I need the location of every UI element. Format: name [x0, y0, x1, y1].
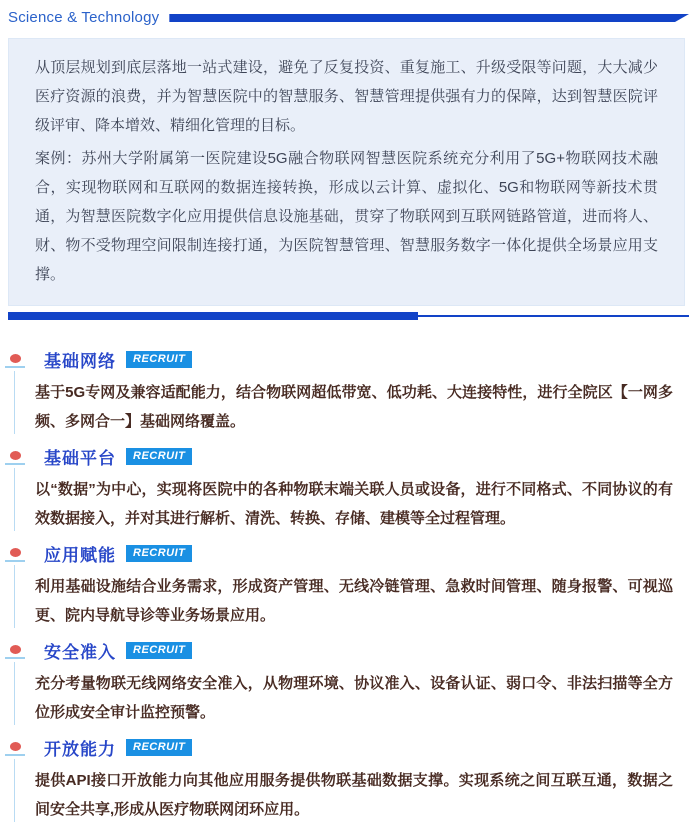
section-body-text: 充分考量物联无线网络安全准入，从物理环境、协议准入、设备认证、弱口令、非法扫描等全方位形成安全审计监控预警。 [35, 675, 673, 721]
bullet-dot-icon [10, 451, 21, 460]
section-title: 基础平台 [44, 448, 116, 468]
bullet-dot-icon [10, 548, 21, 557]
section-title: 安全准入 [44, 642, 116, 662]
section-body-text: 基于5G专网及兼容适配能力，结合物联网超低带宽、低功耗、大连接特性，进行全院区【一网多频、多网合一】基础网络覆盖。 [35, 384, 673, 430]
section-rail-line [14, 759, 15, 822]
header-accent-bar [169, 14, 689, 22]
section-header [44, 444, 673, 468]
section-security-access [0, 638, 689, 727]
bullet-underline [5, 463, 25, 465]
feature-sections [0, 347, 689, 824]
bullet-underline [5, 754, 25, 756]
page-header [0, 0, 689, 26]
section-header [44, 735, 673, 759]
recruit-badge: RECRUIT [126, 545, 192, 562]
bullet-dot-icon [10, 742, 21, 751]
section-basic-network [0, 347, 689, 436]
recruit-badge: RECRUIT [126, 351, 192, 368]
bullet-dot-icon [10, 354, 21, 363]
section-body-text: 提供API接口开放能力向其他应用服务提供物联基础数据支撑。实现系统之间互联互通，数据之间安全共享,形成从医疗物联网闭环应用。 [35, 772, 673, 818]
section-divider [8, 311, 689, 321]
bullet-dot-icon [10, 645, 21, 654]
divider-thick-bar [8, 312, 418, 320]
recruit-badge: RECRUIT [126, 642, 192, 659]
section-rail-line [14, 662, 15, 725]
recruit-badge: RECRUIT [126, 448, 192, 465]
section-application-empowerment [0, 541, 689, 630]
bullet-underline [5, 657, 25, 659]
section-rail-line [14, 565, 15, 628]
intro-box [8, 38, 685, 306]
section-title: 应用赋能 [44, 545, 116, 565]
section-title: 基础网络 [44, 351, 116, 371]
recruit-badge: RECRUIT [126, 739, 192, 756]
section-open-capability [0, 735, 689, 824]
header-label: Science & Technology [8, 9, 160, 26]
section-title: 开放能力 [44, 739, 116, 759]
section-body-text: 利用基础设施结合业务需求，形成资产管理、无线冷链管理、急救时间管理、随身报警、可视巡更、院内导航导诊等业务场景应用。 [35, 578, 673, 624]
intro-paragraph-2: 案例：苏州大学附属第一医院建设5G融合物联网智慧医院系统充分利用了5G+物联网技术融合，实现物联网和互联网的数据连接转换，形成以云计算、虚拟化、5G和物联网等新技术贯通，为智慧医院数字化应用提供信息设施基础，贯穿了物联网到互联网链路管道，进而将人、财、物不受物理空间限制连接打通，为医院智慧管理、智慧服务数字一体化提供全场景应用支撑。 [35, 150, 658, 283]
section-header [44, 347, 673, 371]
bullet-underline [5, 560, 25, 562]
intro-paragraph-1: 从顶层规划到底层落地一站式建设，避免了反复投资、重复施工、升级受限等问题，大大减少医疗资源的浪费，并为智慧医院中的智慧服务、智慧管理提供强有力的保障，达到智慧医院评级评审、降本增效、精细化管理的目标。 [35, 59, 658, 134]
section-body-text: 以“数据”为中心，实现将医院中的各种物联末端关联人员或设备，进行不同格式、不同协议的有效数据接入，并对其进行解析、清洗、转换、存储、建模等全过程管理。 [35, 481, 673, 527]
section-rail-line [14, 468, 15, 531]
bullet-underline [5, 366, 25, 368]
section-header [44, 541, 673, 565]
section-header [44, 638, 673, 662]
divider-thin-line [418, 315, 689, 317]
section-rail-line [14, 371, 15, 434]
section-basic-platform [0, 444, 689, 533]
